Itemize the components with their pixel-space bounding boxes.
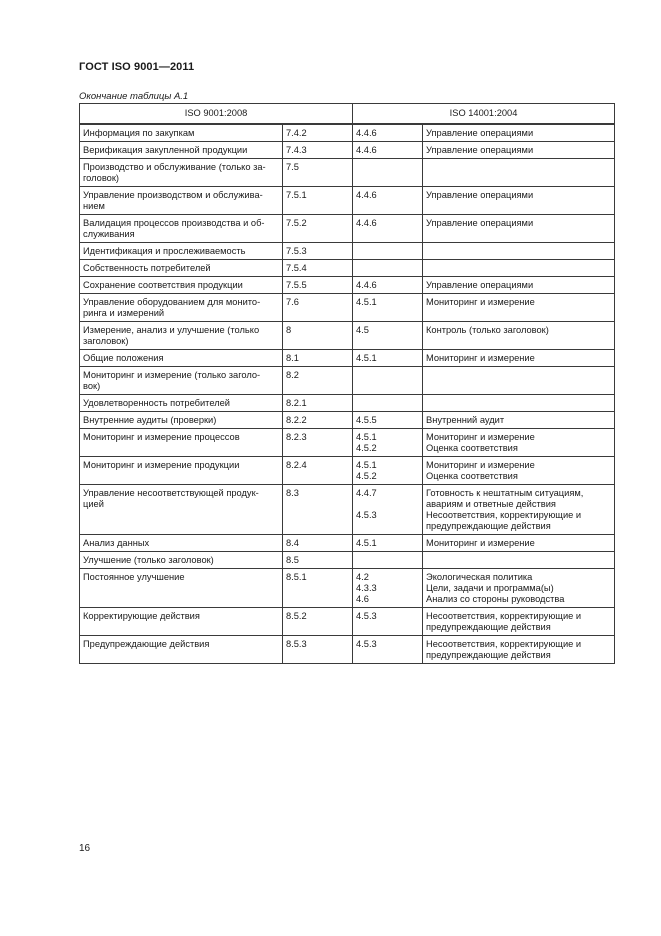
iso14001-requirement-cell: Мониторинг и измерение [423,535,615,552]
iso14001-requirement-cell: Несоответствия, корректирующие и предупреждающие действия [423,608,615,636]
iso9001-clause-cell: 7.5.5 [283,277,353,294]
iso14001-requirement-cell [423,367,615,395]
iso9001-clause-cell: 8.4 [283,535,353,552]
table-header-row [80,104,615,125]
table-row [80,187,615,215]
iso9001-clause-cell: 8.5.1 [283,569,353,608]
document-code: ГОСТ ISO 9001—2011 [79,61,195,73]
iso14001-clause-cell: 4.4.6 [353,124,423,142]
iso14001-clause-cell: 4.5.3 [353,636,423,664]
table-row [80,608,615,636]
iso14001-requirement-cell: Готовность к нештатным ситуациям, авариям и ответные действия Несоответствия, корректирующие и предупреждающие действия [423,485,615,535]
table-row [80,535,615,552]
iso14001-requirement-cell: Управление операциями [423,142,615,159]
iso14001-clause-cell: 4.5.1 [353,350,423,367]
iso9001-requirement-cell: Внутренние аудиты (проверки) [80,412,283,429]
iso14001-clause-cell: 4.5.1 4.5.2 [353,457,423,485]
iso14001-clause-cell [353,243,423,260]
iso14001-requirement-cell: Мониторинг и измерение Оценка соответствия [423,457,615,485]
iso9001-requirement-cell: Мониторинг и измерение процессов [80,429,283,457]
iso9001-clause-cell: 7.5.4 [283,260,353,277]
iso9001-requirement-cell: Мониторинг и измерение (только заголо- вок) [80,367,283,395]
iso9001-requirement-cell: Сохранение соответствия продукции [80,277,283,294]
table-caption: Окончание таблицы А.1 [79,91,189,102]
table-row [80,322,615,350]
iso9001-clause-cell: 8.5.3 [283,636,353,664]
iso9001-requirement-cell: Управление производством и обслужива- нием [80,187,283,215]
table-row [80,124,615,142]
page-number: 16 [79,843,91,854]
iso9001-requirement-cell: Управление несоответствующей продук- цией [80,485,283,535]
table-row [80,215,615,243]
column-header-iso14001: ISO 14001:2004 [353,104,615,125]
table-row [80,457,615,485]
iso9001-requirement-cell: Анализ данных [80,535,283,552]
iso9001-clause-cell: 7.5.3 [283,243,353,260]
table-row [80,395,615,412]
iso14001-requirement-cell: Управление операциями [423,215,615,243]
table-row [80,277,615,294]
iso14001-clause-cell: 4.4.7 4.5.3 [353,485,423,535]
iso14001-clause-cell [353,395,423,412]
iso9001-requirement-cell: Общие положения [80,350,283,367]
table-row [80,260,615,277]
iso14001-clause-cell: 4.5 [353,322,423,350]
iso9001-clause-cell: 8 [283,322,353,350]
iso14001-requirement-cell: Мониторинг и измерение [423,350,615,367]
iso14001-clause-cell: 4.4.6 [353,277,423,294]
iso9001-requirement-cell: Управление оборудованием для монито- ринга и измерений [80,294,283,322]
iso9001-clause-cell: 8.3 [283,485,353,535]
table-row [80,429,615,457]
iso14001-clause-cell: 4.5.1 [353,294,423,322]
iso9001-requirement-cell: Корректирующие действия [80,608,283,636]
table-row [80,350,615,367]
iso9001-clause-cell: 7.5.1 [283,187,353,215]
iso14001-requirement-cell: Управление операциями [423,124,615,142]
iso9001-requirement-cell: Мониторинг и измерение продукции [80,457,283,485]
table-row [80,159,615,187]
iso9001-clause-cell: 7.4.3 [283,142,353,159]
iso9001-clause-cell: 7.6 [283,294,353,322]
iso9001-clause-cell: 8.1 [283,350,353,367]
table-row [80,636,615,664]
iso9001-clause-cell: 8.5 [283,552,353,569]
iso14001-requirement-cell [423,552,615,569]
iso9001-requirement-cell: Производство и обслуживание (только за- головок) [80,159,283,187]
correspondence-table [79,103,615,664]
table-body [80,124,615,664]
iso14001-clause-cell [353,159,423,187]
column-header-iso9001: ISO 9001:2008 [80,104,353,125]
iso9001-clause-cell: 8.2.1 [283,395,353,412]
iso14001-requirement-cell: Несоответствия, корректирующие и предупреждающие действия [423,636,615,664]
iso14001-requirement-cell: Контроль (только заголовок) [423,322,615,350]
iso14001-clause-cell: 4.4.6 [353,215,423,243]
iso14001-requirement-cell [423,243,615,260]
iso9001-clause-cell: 8.2.2 [283,412,353,429]
iso14001-clause-cell: 4.5.5 [353,412,423,429]
iso9001-clause-cell: 8.2.4 [283,457,353,485]
iso9001-requirement-cell: Предупреждающие действия [80,636,283,664]
iso9001-clause-cell: 8.2.3 [283,429,353,457]
iso14001-clause-cell: 4.4.6 [353,142,423,159]
iso14001-requirement-cell [423,395,615,412]
iso14001-clause-cell: 4.5.3 [353,608,423,636]
iso9001-clause-cell: 8.2 [283,367,353,395]
iso14001-clause-cell: 4.4.6 [353,187,423,215]
iso9001-requirement-cell: Постоянное улучшение [80,569,283,608]
iso14001-requirement-cell: Управление операциями [423,277,615,294]
table-row [80,243,615,260]
table-row [80,412,615,429]
iso14001-requirement-cell: Мониторинг и измерение Оценка соответствия [423,429,615,457]
table-row [80,569,615,608]
iso14001-requirement-cell: Внутренний аудит [423,412,615,429]
table-row [80,294,615,322]
table-row [80,142,615,159]
iso9001-requirement-cell: Валидация процессов производства и об- служивания [80,215,283,243]
iso14001-clause-cell [353,260,423,277]
iso9001-requirement-cell: Измерение, анализ и улучшение (только заголовок) [80,322,283,350]
table-row [80,552,615,569]
iso14001-clause-cell: 4.5.1 4.5.2 [353,429,423,457]
iso14001-requirement-cell: Управление операциями [423,187,615,215]
iso9001-requirement-cell: Идентификация и прослеживаемость [80,243,283,260]
iso9001-requirement-cell: Собственность потребителей [80,260,283,277]
table-row [80,485,615,535]
iso9001-requirement-cell: Информация по закупкам [80,124,283,142]
table-row [80,367,615,395]
iso14001-clause-cell: 4.5.1 [353,535,423,552]
iso14001-requirement-cell: Мониторинг и измерение [423,294,615,322]
iso14001-clause-cell [353,552,423,569]
iso9001-requirement-cell: Верификация закупленной продукции [80,142,283,159]
iso14001-requirement-cell: Экологическая политика Цели, задачи и программа(ы) Анализ со стороны руководства [423,569,615,608]
iso14001-requirement-cell [423,159,615,187]
iso14001-clause-cell: 4.2 4.3.3 4.6 [353,569,423,608]
iso9001-clause-cell: 7.5.2 [283,215,353,243]
iso9001-clause-cell: 8.5.2 [283,608,353,636]
iso9001-clause-cell: 7.5 [283,159,353,187]
iso9001-requirement-cell: Улучшение (только заголовок) [80,552,283,569]
iso9001-clause-cell: 7.4.2 [283,124,353,142]
iso9001-requirement-cell: Удовлетворенность потребителей [80,395,283,412]
iso14001-clause-cell [353,367,423,395]
iso14001-requirement-cell [423,260,615,277]
